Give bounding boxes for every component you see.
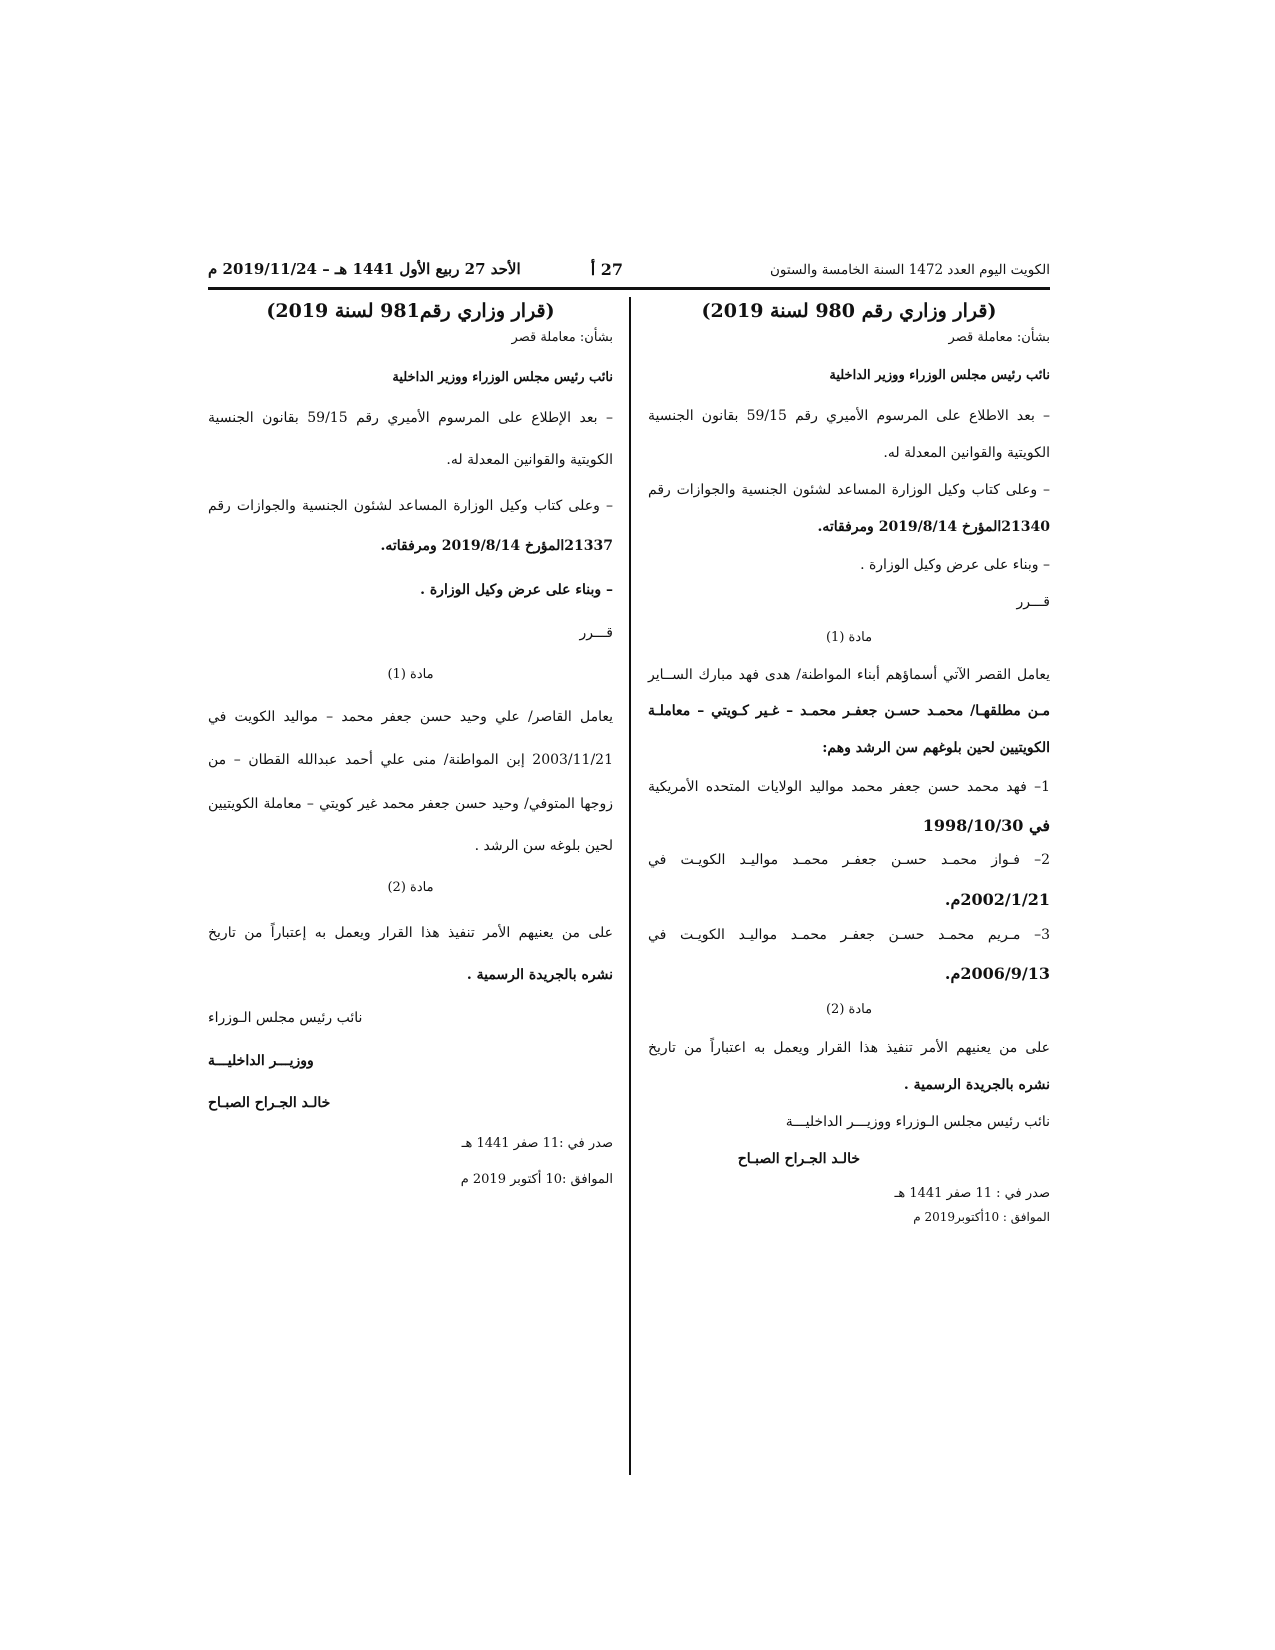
article-heading: مادة (1) xyxy=(387,667,434,682)
signer-title: نائب رئيس مجلس الـوزراء ووزيـــر الداخليـــة xyxy=(785,1114,1050,1130)
list-item: 3– مـريم محمـد حسـن جعفـر محمـد مواليـد الكويـت في xyxy=(648,927,1050,943)
decree-title: (قرار وزاري رقم981 لسنة 2019) xyxy=(266,300,555,322)
preamble-line: 21340المؤرخ 2019/8/14 ومرفقاته. xyxy=(817,519,1050,535)
preamble-line: – بعد الاطلاع على المرسوم الأميري رقم 59/15 بقانون الجنسية xyxy=(648,408,1051,424)
signer-name: خالـد الجـراح الصبـاح xyxy=(208,1095,331,1111)
list-item: 2002/1/21م. xyxy=(944,890,1050,909)
list-item: 1– فهد محمد حسن جعفر محمد مواليد الولايات المتحده الأمريكية xyxy=(648,779,1050,795)
article-heading: مادة (1) xyxy=(825,630,873,645)
list-item: 2– فـواز محمـد حسـن جعفـر محمـد مواليـد الكويـت في xyxy=(648,852,1050,868)
article-line: 2003/11/21 إبن المواطنة/ منى علي أحمد عبدالله القطان – من xyxy=(208,752,613,768)
issue-date-gregorian: الموافق : 10أكتوبر2019 م xyxy=(913,1210,1050,1224)
list-item: 2006/9/13م. xyxy=(944,964,1050,983)
gazette-header xyxy=(208,258,1050,288)
column-divider xyxy=(629,297,631,1475)
preamble-line: 21337المؤرخ 2019/8/14 ومرفقاته. xyxy=(380,538,613,554)
preamble-line: – وعلى كتاب وكيل الوزارة المساعد لشئون الجنسية والجوازات رقم xyxy=(648,482,1051,498)
article-line: يعامل القصر الآتي أسماؤهم أبناء المواطنة/ هدى فهد مبارك الســاير xyxy=(648,667,1050,683)
decree-issuer: نائب رئيس مجلس الوزراء ووزير الداخلية xyxy=(392,370,613,385)
preamble-line: – وعلى كتاب وكيل الوزارة المساعد لشئون الجنسية والجوازات رقم xyxy=(208,498,613,514)
article-line: على من يعنيهم الأمر تنفيذ هذا القرار ويعمل به اعتباراً من تاريخ xyxy=(648,1040,1050,1056)
preamble-line: الكويتية والقوانين المعدلة له. xyxy=(446,452,613,468)
preamble-line: – وبناء على عرض وكيل الوزارة . xyxy=(420,582,613,598)
article-line: نشره بالجريدة الرسمية . xyxy=(466,967,613,983)
article-line: على من يعنيهم الأمر تنفيذ هذا القرار ويعمل به إعتباراً من تاريخ xyxy=(208,925,613,941)
issue-date-hijri: صدر في : 11 صفر 1441 هـ xyxy=(894,1186,1050,1201)
article-line: لحين بلوغه سن الرشد . xyxy=(474,838,613,854)
signer-title: نائب رئيس مجلس الـوزراء xyxy=(208,1010,363,1026)
preamble-line: – بعد الإطلاع على المرسوم الأميري رقم 59/15 بقانون الجنسية xyxy=(208,410,613,426)
decided-label: قـــرر xyxy=(1016,594,1050,610)
article-line: نشره بالجريدة الرسمية . xyxy=(903,1077,1050,1093)
issue-date-hijri: صدر في :11 صفر 1441 هـ xyxy=(461,1136,613,1151)
article-line: زوجها المتوفي/ وحيد حسن جعفر محمد غير كويتي – معاملة الكويتيين xyxy=(208,796,613,812)
header-rule xyxy=(208,287,1050,290)
article-heading: مادة (2) xyxy=(825,1002,873,1017)
preamble-line: الكويتية والقوانين المعدلة له. xyxy=(883,445,1050,461)
list-item: في 1998/10/30 xyxy=(922,816,1050,835)
signer-title: ووزيـــر الداخليـــة xyxy=(208,1053,314,1069)
issue-date: الأحد 27 ربيع الأول 1441 هـ – 2019/11/24 م xyxy=(208,260,521,278)
preamble-line: – وبناء على عرض وكيل الوزارة . xyxy=(860,557,1050,573)
decree-subject: بشأن: معاملة قصر xyxy=(948,330,1050,345)
article-line: يعامل القاصر/ علي وحيد حسن جعفر محمد – مواليد الكويت في xyxy=(208,709,613,725)
page-number: 27 أ xyxy=(590,260,623,279)
decree-title: (قرار وزاري رقم 980 لسنة 2019) xyxy=(701,300,997,322)
decree-issuer: نائب رئيس مجلس الوزراء ووزير الداخلية xyxy=(829,368,1050,383)
signer-name: خالـد الجـراح الصبـاح xyxy=(737,1151,860,1167)
article-line: الكويتيين لحين بلوغهم سن الرشد وهم: xyxy=(822,740,1050,756)
article-line: مـن مطلقهـا/ محمـد حسـن جعفـر محمـد – غـير كـويتي – معاملـة xyxy=(648,703,1050,719)
gazette-issue-info: الكويت اليوم العدد 1472 السنة الخامسة والستون xyxy=(770,262,1050,278)
issue-date-gregorian: الموافق :10 أكتوبر 2019 م xyxy=(460,1172,613,1187)
decided-label: قـــرر xyxy=(579,625,613,641)
decree-subject: بشأن: معاملة قصر xyxy=(511,330,613,345)
article-heading: مادة (2) xyxy=(387,880,434,895)
